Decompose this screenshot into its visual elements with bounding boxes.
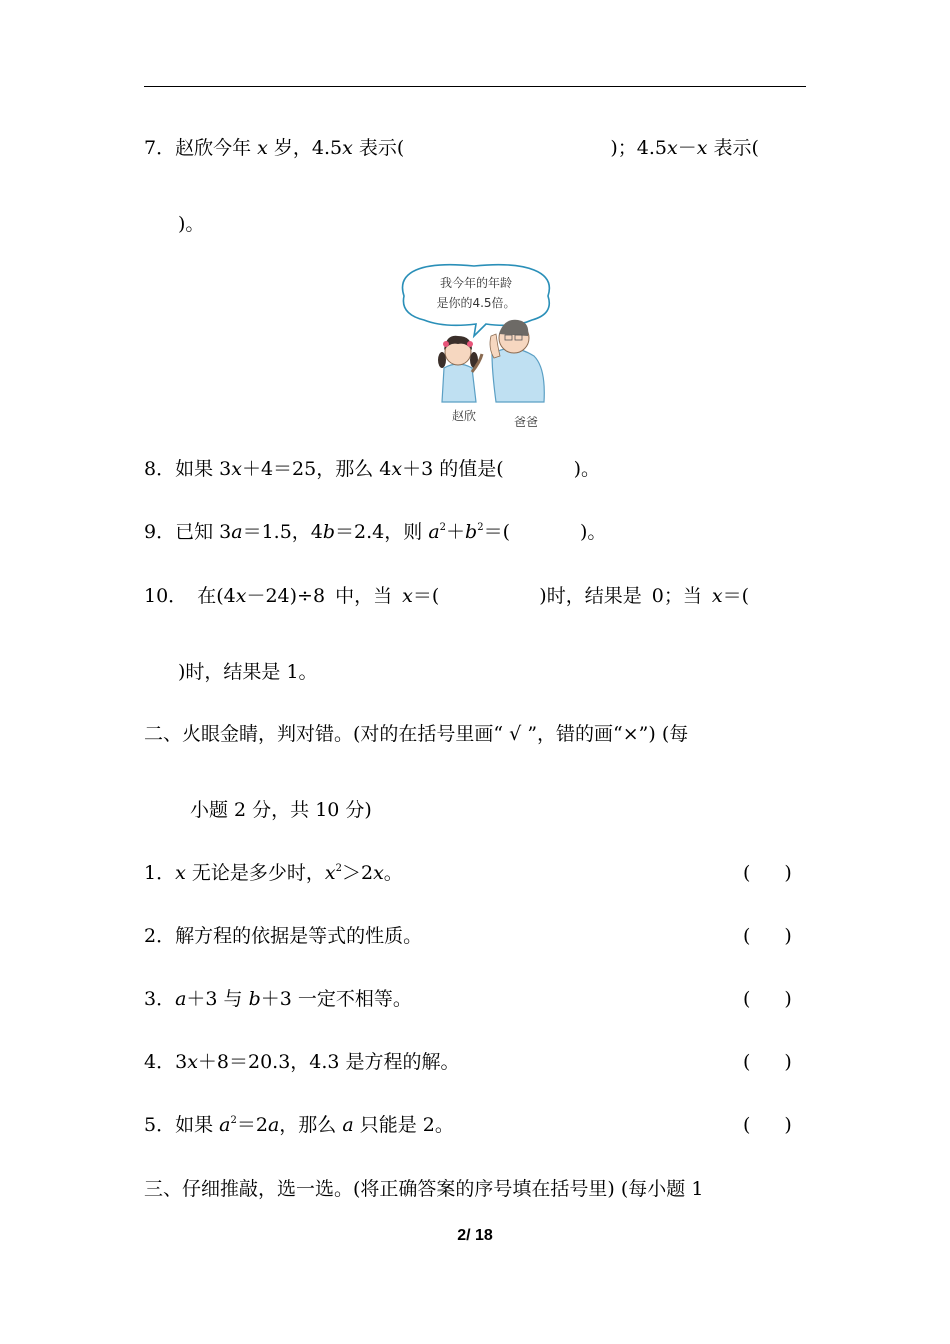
question-number: 1． [144, 862, 176, 884]
question-number: 9． [144, 521, 176, 543]
bubble-text-line2: 是你的4.5倍。 [436, 296, 516, 310]
answer-parens-4[interactable]: ( ) [743, 1051, 792, 1073]
illustration-girl-and-dad [394, 262, 556, 432]
section-3-title: 三、仔细推敲，选一选。(将正确答案的序号填在括号里) (每小题 1 [144, 1178, 704, 1200]
answer-parens-3[interactable]: ( ) [743, 988, 792, 1010]
page-number: 2/ 18 [457, 1227, 493, 1244]
judge-item-2: 2．解方程的依据是等式的性质。 [144, 925, 423, 947]
question-number: 3． [144, 988, 176, 1010]
question-8: 8．如果 3x＋4＝25，那么 4x＋3 的值是( )。 [144, 458, 601, 480]
answer-parens-5[interactable]: ( ) [743, 1114, 792, 1136]
question-10: 10． 在(4x－24)÷8 中，当 x＝( )时，结果是 0；当 x＝( [144, 585, 750, 607]
girl-figure [438, 336, 482, 402]
question-number: 4． [144, 1051, 176, 1073]
dad-figure [490, 320, 544, 402]
speech-bubble [403, 265, 550, 336]
question-number: 8． [144, 458, 176, 480]
answer-parens-2[interactable]: ( ) [743, 925, 792, 947]
question-9: 9．已知 3a＝1.5，4b＝2.4，则 $a^2+b^2=$( )。 [144, 521, 607, 543]
answer-parens-1[interactable]: ( ) [743, 862, 792, 884]
bubble-text-line1: 我今年的年龄 [439, 276, 513, 290]
question-7-continuation: )。 [178, 213, 205, 235]
judge-item-5: 5．如果 $a^2=2a$，那么 a 只能是 2。 [144, 1114, 454, 1136]
judge-item-3: 3．a＋3 与 b＋3 一定不相等。 [144, 988, 412, 1010]
question-number: 10． [144, 585, 188, 607]
judge-item-1: 1．x 无论是多少时，$x^2>2x$。 [144, 862, 403, 884]
girl-label: 赵欣 [451, 409, 477, 423]
question-10-continuation: )时，结果是 1。 [178, 661, 318, 683]
judge-item-4: 4．3x＋8＝20.3，4.3 是方程的解。 [144, 1051, 460, 1073]
question-7: 7．赵欣今年 x 岁，4.5x 表示( )；4.5x－x 表示( [144, 137, 759, 159]
section-2-title: 二、火眼金睛，判对错。(对的在括号里画“ √ ”，错的画“×”) (每 [144, 723, 689, 745]
header-rule [144, 86, 806, 87]
section-2-title-continuation: 小题 2 分，共 10 分) [190, 799, 372, 821]
question-number: 2． [144, 925, 176, 947]
question-number: 5． [144, 1114, 176, 1136]
dad-label: 爸爸 [513, 415, 539, 429]
question-number: 7． [144, 137, 176, 159]
